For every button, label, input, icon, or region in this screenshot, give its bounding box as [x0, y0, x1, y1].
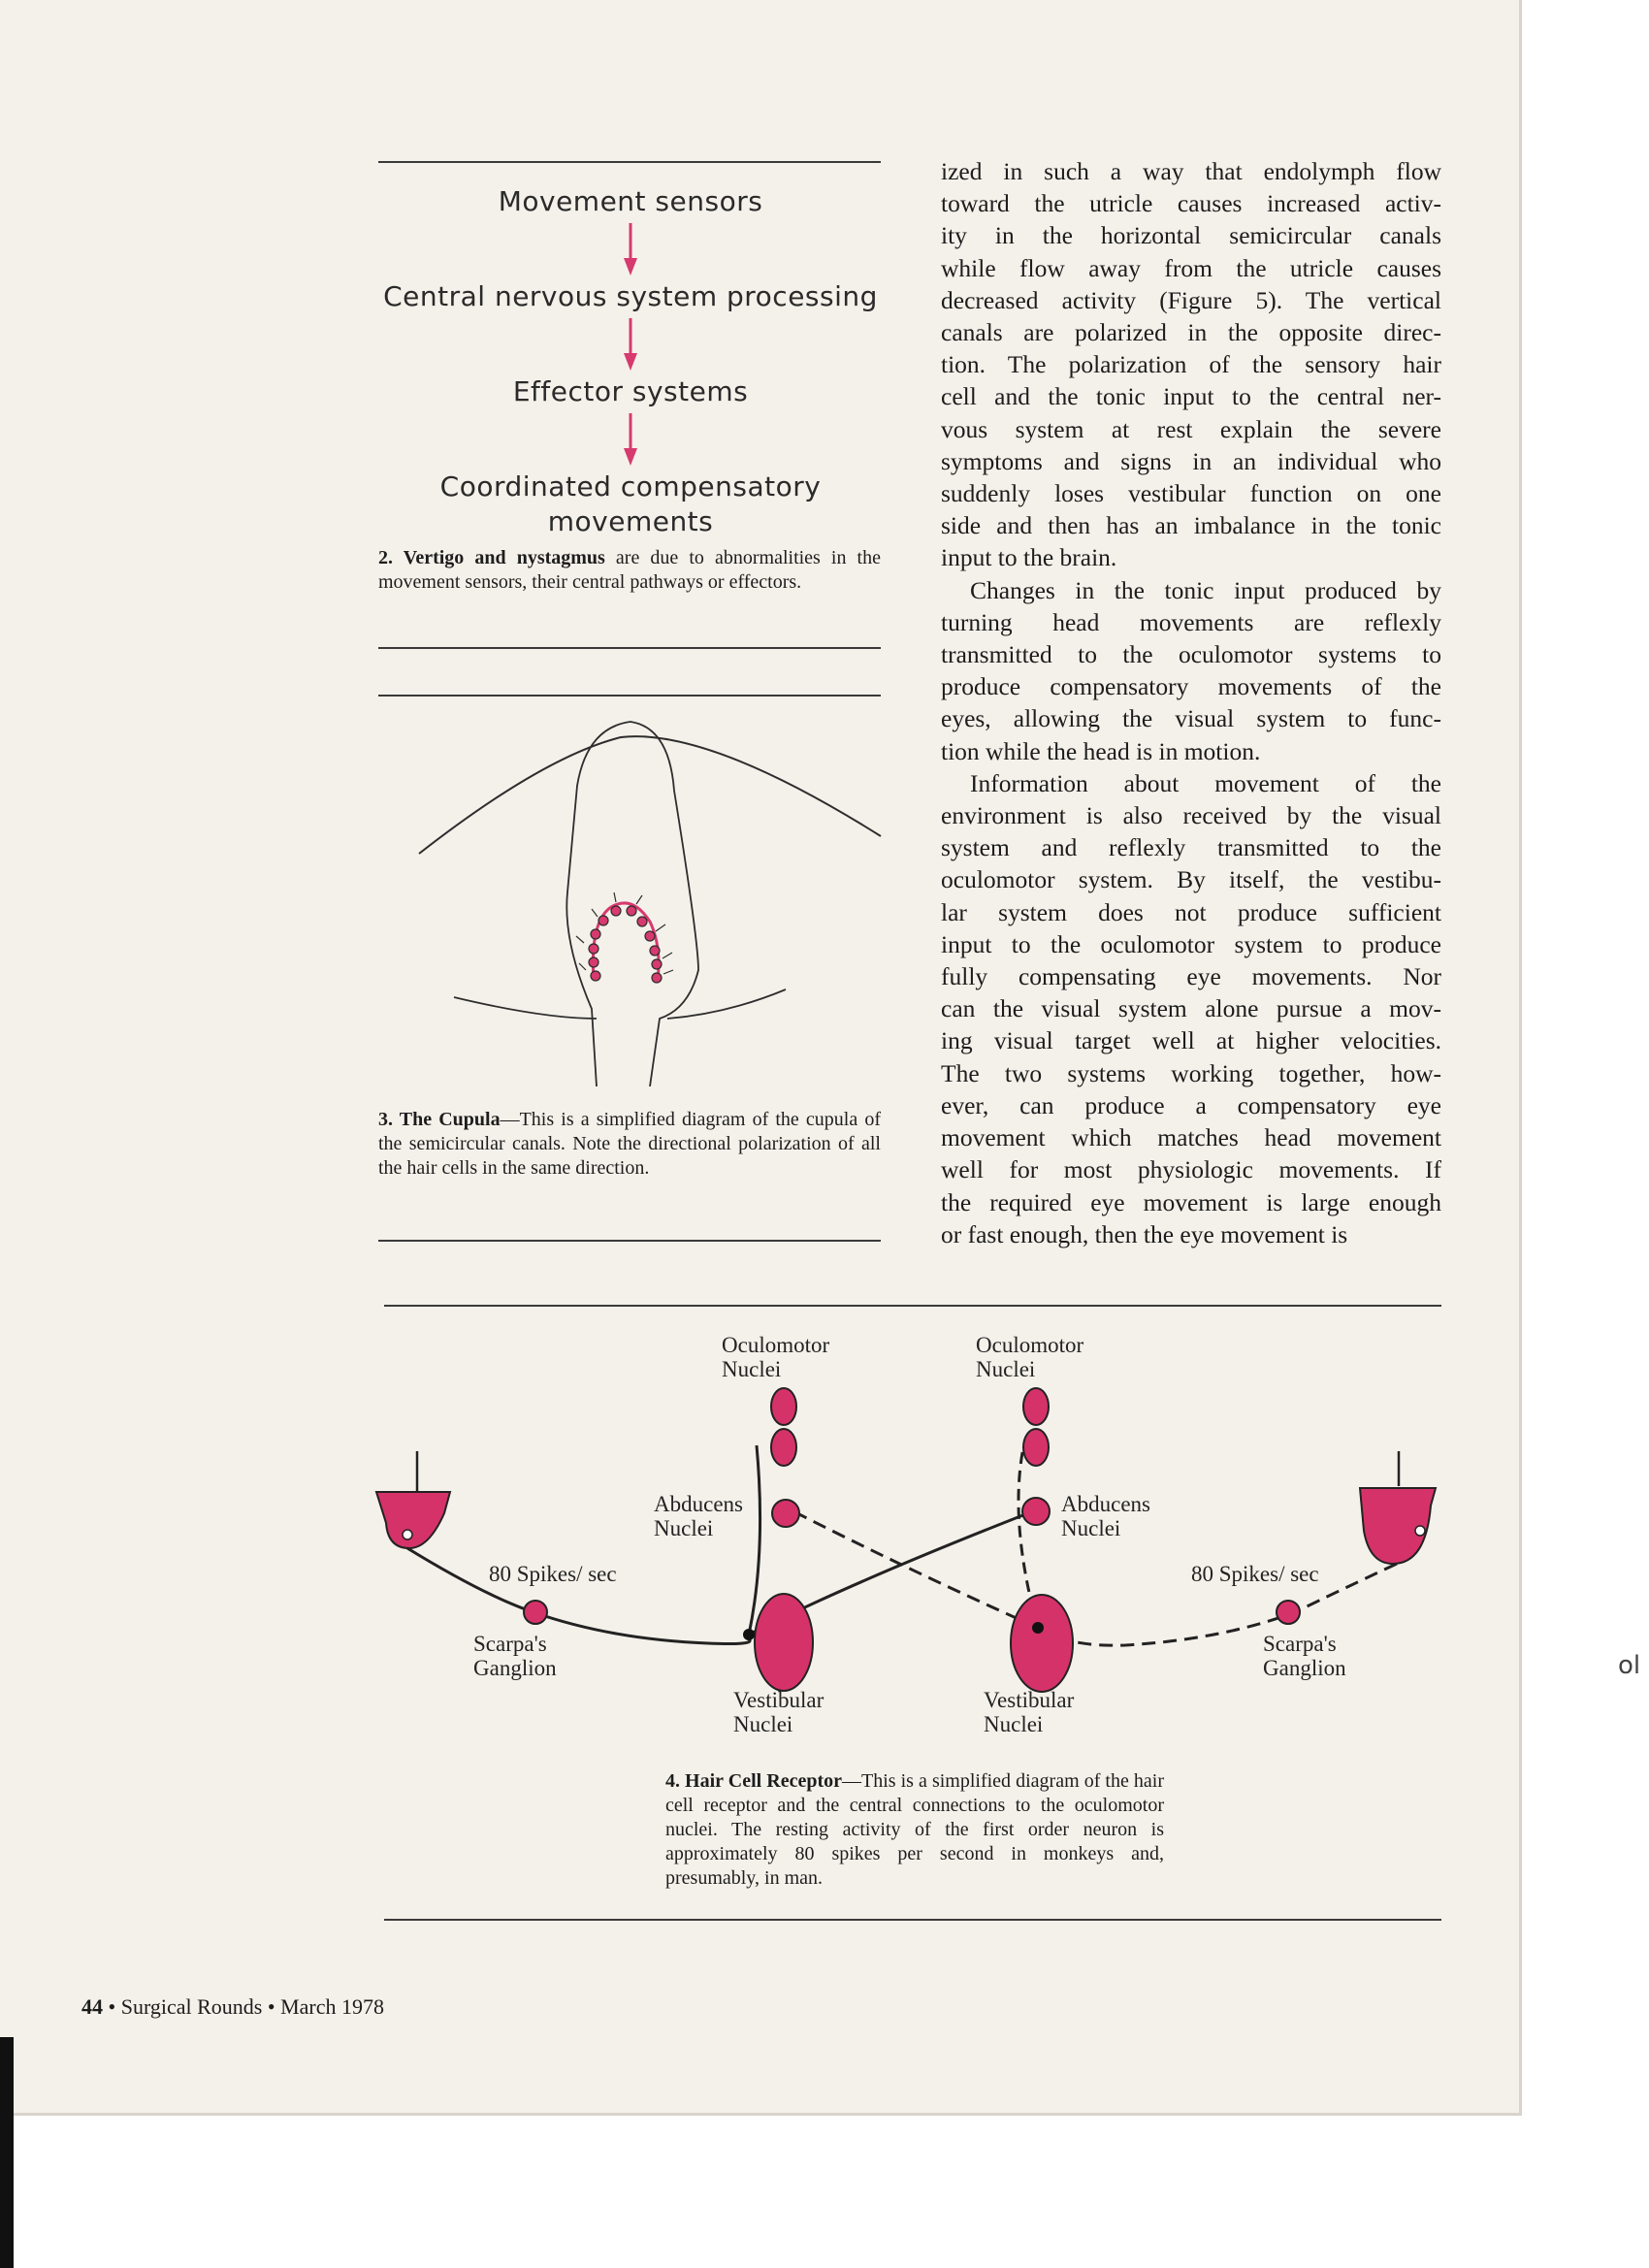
body-line: movement which matches head movement [941, 1123, 1441, 1152]
body-line: ing visual target well at higher velocities. [941, 1026, 1441, 1055]
fig2-top-rule [378, 161, 881, 163]
body-line: symptoms and signs in an individual who [941, 446, 1441, 475]
flow-arrow-3 [378, 409, 883, 470]
body-text-column [941, 155, 1441, 1250]
body-line: cell and the tonic input to the central ner- [941, 382, 1441, 411]
fig4-top-rule [384, 1305, 1441, 1307]
body-line: Information about movement of the [970, 768, 1441, 797]
flow-arrow-2 [378, 314, 883, 374]
body-line: vous system at rest explain the severe [941, 414, 1441, 443]
hair-cell-receptor-diagram [369, 1358, 1465, 1746]
body-line: ized in such a way that endolymph flow [941, 157, 1441, 185]
label-spikes-right: 80 Spikes/ sec [1191, 1562, 1319, 1586]
cupula-diagram [378, 698, 883, 1086]
body-line: or fast enough, then the eye movement is [941, 1219, 1348, 1248]
label-oculomotor-left: Oculomotor Nuclei [722, 1333, 830, 1381]
body-line: eyes, allowing the visual system to func- [941, 704, 1441, 733]
scan-edge-shadow [0, 2037, 14, 2268]
fig4-caption [665, 1769, 1164, 1891]
body-line: system and reflexly transmitted to the [941, 833, 1441, 862]
fig4-caption-text: —This is a simplified diagram of the hair cell receptor and the central connections to the oculomotor nuclei. The resting activity of the first order neuron is approximately 80 spikes per second in monkeys and, presumably, in man. [665, 1770, 1165, 1889]
body-line: turning head movements are reflexly [941, 607, 1441, 636]
fig4-bottom-rule [384, 1919, 1441, 1921]
flow-step-3: Effector systems [512, 375, 749, 407]
fig2-caption-text: are due to abnormalities in the movement sensors, their central pathways or effectors. [378, 547, 881, 593]
fig3-top-rule [378, 695, 881, 697]
fig3-caption-text: —This is a simplified diagram of the cupula of the semicircular canals. Note the directional polarization of all the hair cells in the same direction. [378, 1109, 881, 1179]
fig2-bottom-rule [378, 647, 881, 649]
page-footer: 44 • Surgical Rounds • March 1978 [81, 1994, 384, 2019]
body-line: ever, can produce a compensatory eye [941, 1090, 1441, 1119]
body-line: tion. The polarization of the sensory hair [941, 350, 1441, 379]
body-line: produce compensatory movements of the [941, 672, 1441, 701]
label-vestibular-left: Vestibular Nuclei [733, 1688, 824, 1736]
body-line: well for most physiologic movements. If [941, 1155, 1441, 1184]
stray-mark: ol [1618, 1651, 1641, 1680]
label-scarpa-left: Scarpa's Ganglion [473, 1632, 557, 1680]
label-oculomotor-right: Oculomotor Nuclei [976, 1333, 1084, 1381]
fig3-bottom-rule [378, 1240, 881, 1242]
label-abducens-left: Abducens Nuclei [654, 1492, 743, 1540]
body-line: canals are polarized in the opposite direc- [941, 318, 1441, 347]
body-line: oculomotor system. By itself, the vestibu- [941, 865, 1441, 894]
body-line: environment is also received by the visual [941, 801, 1441, 830]
body-line: side and then has an imbalance in the tonic [941, 511, 1441, 540]
body-line: decreased activity (Figure 5). The vertical [941, 285, 1441, 314]
body-line: suddenly loses vestibular function on one [941, 479, 1441, 508]
body-line: toward the utricle causes increased activ- [941, 189, 1441, 218]
flow-arrow-1 [378, 219, 883, 279]
body-line: the required eye movement is large enough [941, 1187, 1441, 1216]
label-vestibular-right: Vestibular Nuclei [984, 1688, 1075, 1736]
body-line: transmitted to the oculomotor systems to [941, 640, 1441, 669]
journal-name: Surgical Rounds [120, 1994, 263, 2019]
hair-cells [576, 892, 673, 983]
fig4-caption-label: 4. Hair Cell Receptor [665, 1770, 842, 1792]
page-number: 44 [81, 1994, 103, 2019]
body-line: Changes in the tonic input produced by [970, 575, 1441, 604]
body-line: lar system does not produce sufficient [941, 897, 1441, 926]
body-line: input to the oculomotor system to produce [941, 929, 1441, 958]
fig3-caption [378, 1108, 881, 1181]
issue-date: March 1978 [280, 1994, 384, 2019]
body-line: while flow away from the utricle causes [941, 253, 1441, 282]
label-abducens-right: Abducens Nuclei [1061, 1492, 1150, 1540]
flow-step-1: Movement sensors [498, 185, 763, 217]
body-line: The two systems working together, how- [941, 1058, 1441, 1087]
flow-step-4: Coordinated compensatory movements [439, 470, 822, 537]
label-scarpa-right: Scarpa's Ganglion [1263, 1632, 1346, 1680]
body-line: tion while the head is in motion. [941, 736, 1261, 765]
fig2-caption-label: 2. Vertigo and nystagmus [378, 547, 605, 568]
fig3-caption-label: 3. The Cupula [378, 1109, 501, 1130]
flowchart [378, 184, 883, 537]
fig2-caption [378, 546, 881, 595]
label-spikes-left: 80 Spikes/ sec [489, 1562, 617, 1586]
body-line: fully compensating eye movements. Nor [941, 962, 1441, 991]
flow-step-2: Central nervous system processing [383, 280, 878, 312]
body-line: ity in the horizontal semicircular canals [941, 221, 1441, 250]
body-line: input to the brain. [941, 543, 1117, 572]
body-line: can the visual system alone pursue a mov- [941, 994, 1441, 1023]
